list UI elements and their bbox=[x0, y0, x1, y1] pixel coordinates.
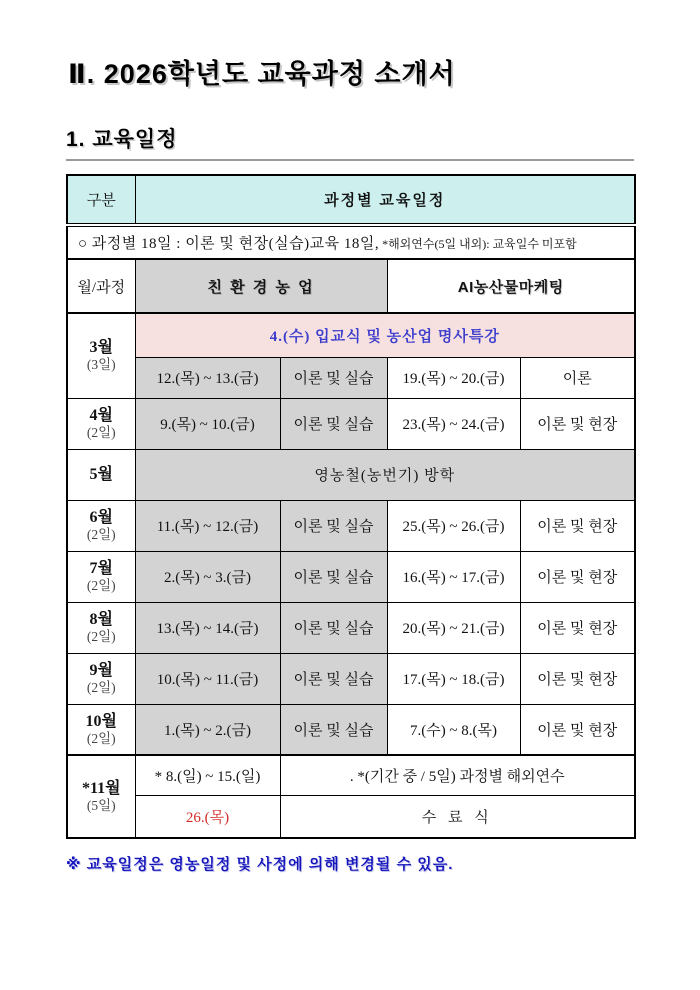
march-dates-row bbox=[67, 357, 635, 398]
course-ai-marketing-cell: AI농산물마케팅 bbox=[387, 259, 635, 313]
overseas-date-cell: * 8.(일) ~ 15.(일) bbox=[135, 755, 280, 795]
ceremony-date-cell: 26.(목) bbox=[135, 795, 280, 838]
completion-ceremony-cell: 수 료 식 bbox=[280, 795, 635, 838]
document-title: Ⅱ. 2026학년도 교육과정 소개서 bbox=[68, 59, 456, 89]
section-heading: 1. 교육일정 bbox=[66, 128, 178, 151]
eco-type-cell: 이론 및 실습 bbox=[280, 398, 387, 449]
month-cell-november bbox=[67, 755, 135, 838]
month-row-april bbox=[67, 398, 635, 449]
month-row-august bbox=[67, 602, 635, 653]
month-days: (2일) bbox=[86, 527, 116, 542]
eco-type-cell: 이론 및 실습 bbox=[280, 551, 387, 602]
month-days: (2일) bbox=[86, 730, 116, 746]
eco-date-cell: 11.(목) ~ 12.(금) bbox=[135, 500, 280, 551]
month-cell bbox=[67, 602, 135, 653]
month-cell bbox=[67, 704, 135, 755]
header-category-cell: 구분 bbox=[67, 175, 135, 225]
eco-type-cell: 이론 및 실습 bbox=[280, 500, 387, 551]
month-row-july bbox=[67, 551, 635, 602]
month-days: (2일) bbox=[86, 629, 116, 644]
ai-date-cell: 19.(목) ~ 20.(금) bbox=[387, 357, 520, 398]
month-name: 10월 bbox=[85, 712, 117, 730]
month-cell bbox=[67, 449, 135, 500]
month-course-label-cell: 월/과정 bbox=[67, 259, 135, 313]
month-row-october bbox=[67, 704, 635, 755]
ai-date-cell: 23.(목) ~ 24.(금) bbox=[387, 398, 520, 449]
course-eco-farming-cell: 친 환 경 농 업 bbox=[135, 259, 387, 313]
ai-date-cell: 25.(목) ~ 26.(금) bbox=[387, 500, 520, 551]
month-days: (5일) bbox=[86, 798, 116, 813]
note-main-text: ○ 과정별 18일 : 이론 및 현장(실습)교육 18일, bbox=[78, 236, 380, 252]
ai-type-cell: 이론 bbox=[520, 357, 635, 398]
eco-date-cell: 1.(목) ~ 2.(금) bbox=[135, 704, 280, 755]
month-name: 7월 bbox=[89, 559, 113, 577]
month-name: 4월 bbox=[89, 406, 113, 424]
month-name: 8월 bbox=[89, 610, 113, 628]
november-overseas-row bbox=[67, 755, 635, 795]
note-cell bbox=[67, 225, 635, 259]
month-days: (2일) bbox=[86, 425, 116, 440]
farming-season-vacation-cell: 영농철(농번기) 방학 bbox=[135, 449, 635, 500]
eco-type-cell: 이론 및 실습 bbox=[280, 653, 387, 704]
month-name: 3월 bbox=[89, 339, 113, 357]
month-days: (2일) bbox=[86, 680, 116, 695]
ai-date-cell: 7.(수) ~ 8.(목) bbox=[387, 704, 520, 755]
schedule-table bbox=[66, 174, 636, 839]
month-row-june bbox=[67, 500, 635, 551]
month-name: *11월 bbox=[81, 779, 121, 797]
month-cell bbox=[67, 500, 135, 551]
eco-type-cell: 이론 및 실습 bbox=[280, 704, 387, 755]
header-title-cell: 과정별 교육일정 bbox=[135, 175, 635, 225]
eco-type-cell: 이론 및 실습 bbox=[280, 602, 387, 653]
ai-type-cell: 이론 및 현장 bbox=[520, 653, 635, 704]
note-sub-text: *해외연수(5일 내외): 교육일수 미포함 bbox=[379, 237, 577, 251]
month-days: (3일) bbox=[86, 357, 116, 373]
eco-date-cell: 2.(목) ~ 3.(금) bbox=[135, 551, 280, 602]
note-row bbox=[67, 225, 635, 259]
month-row-september bbox=[67, 653, 635, 704]
eco-date-cell: 10.(목) ~ 11.(금) bbox=[135, 653, 280, 704]
overseas-training-cell: . *(기간 중 / 5일) 과정별 해외연수 bbox=[280, 755, 635, 795]
eco-date-cell: 9.(목) ~ 10.(금) bbox=[135, 398, 280, 449]
ai-date-cell: 16.(목) ~ 17.(금) bbox=[387, 551, 520, 602]
ai-type-cell: 이론 및 현장 bbox=[520, 602, 635, 653]
table-header-row bbox=[67, 175, 635, 225]
november-ceremony-row bbox=[67, 795, 635, 838]
month-name: 6월 bbox=[89, 508, 113, 526]
march-banner-row bbox=[67, 313, 635, 357]
month-days: (2일) bbox=[86, 578, 116, 593]
eco-date-cell: 12.(목) ~ 13.(금) bbox=[135, 357, 280, 398]
month-cell-march bbox=[67, 313, 135, 398]
section-heading-rule bbox=[66, 123, 634, 161]
month-cell bbox=[67, 551, 135, 602]
ai-type-cell: 이론 및 현장 bbox=[520, 551, 635, 602]
month-name: 5월 bbox=[89, 465, 113, 483]
month-cell bbox=[67, 398, 135, 449]
ai-date-cell: 17.(목) ~ 18.(금) bbox=[387, 653, 520, 704]
month-name: 9월 bbox=[89, 661, 113, 679]
month-row-may bbox=[67, 449, 635, 500]
eco-type-cell: 이론 및 실습 bbox=[280, 357, 387, 398]
month-cell bbox=[67, 653, 135, 704]
ai-type-cell: 이론 및 현장 bbox=[520, 398, 635, 449]
eco-date-cell: 13.(목) ~ 14.(금) bbox=[135, 602, 280, 653]
schedule-change-notice: ※ 교육일정은 영농일정 및 사정에 의해 변경될 수 있음. bbox=[66, 856, 454, 873]
course-header-row bbox=[67, 259, 635, 313]
ai-type-cell: 이론 및 현장 bbox=[520, 500, 635, 551]
ai-date-cell: 20.(목) ~ 21.(금) bbox=[387, 602, 520, 653]
ai-type-cell: 이론 및 현장 bbox=[520, 704, 635, 755]
entrance-ceremony-banner: 4.(수) 입교식 및 농산업 명사특강 bbox=[135, 313, 635, 357]
